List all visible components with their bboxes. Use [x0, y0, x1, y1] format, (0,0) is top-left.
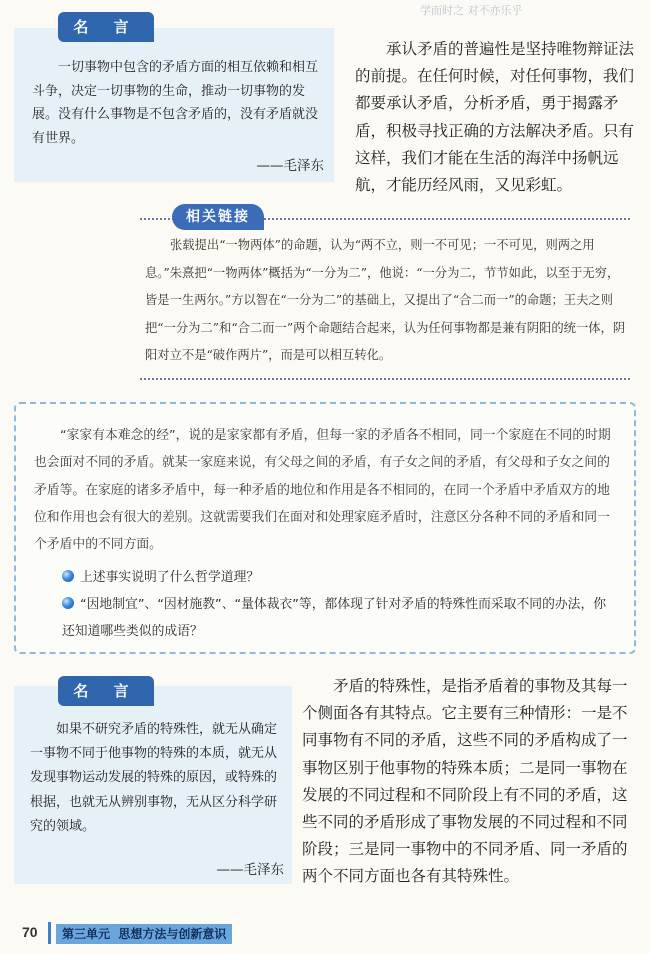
quote-author-bottom: ——毛泽东 [216, 862, 284, 878]
question-2 [62, 592, 618, 645]
quote-text-top: 一切事物中包含的矛盾方面的相互依赖和相互斗争，决定一切事物的生命，推动一切事物的发展。没有什么事物是不包含矛盾的，没有矛盾就没有世界。 [32, 60, 319, 146]
globe-bullet-icon [62, 597, 74, 609]
quote-text-bottom: 如果不研究矛盾的特殊性，就无从确定一事物不同于他事物的特殊的本质，就无从发现事物运动发展的特殊的原因，或特殊的根据，也就无从辨别事物，无从区分科学研究的领域。 [30, 722, 278, 834]
quote-tab-bottom: 名 言 [58, 676, 154, 706]
paragraph-particularity: 矛盾的特殊性，是指矛盾着的事物及其每一个侧面各有其特点。它主要有三种情形：一是不同事物有不同的矛盾，这些不同的矛盾构成了一事物区别于他事物的特殊本质；二是同一事物在发展的不同过程和不同阶段上有不同的矛盾，这些不同的矛盾形成了事物发展的不同过程和不同阶段；三是同一事物中的不同矛盾、同一矛盾的两个不同方面也各有其特殊性。 [302, 677, 628, 886]
paragraph-universality: 承认矛盾的普遍性是坚持唯物辩证法的前提。在任何时候，对任何事物，我们都要承认矛盾，分析矛盾，勇于揭露矛盾，积极寻找正确的方法解决矛盾。只有这样，我们才能在生活的海洋中扬帆远航，才能历经风雨，又见彩虹。 [355, 40, 635, 195]
footer-divider [48, 922, 51, 944]
globe-bullet-icon [62, 570, 74, 582]
quote-tab-top: 名 言 [58, 12, 154, 42]
links-text: 张载提出“一物两体”的命题，认为“两不立，则一不可见；一不可见，则两之用息。”朱熹把“一物两体”概括为“一分为二”，他说：“一分为二，节节如此，以至于无穷，皆是一生两尔。”方以智在“一分为二”的基础上，又提出了“合二而一”的命题；王夫之则把“一分为二”和“合二而一”两个命题结合起来，认为任何事物都是兼有阴阳的统一体，阴阳对立不是“破作两片”，而是可以相互转化。 [145, 238, 626, 362]
question-1 [62, 565, 618, 592]
question-2-text: “因地制宜”、“因材施教”、“量体裁衣”等，都体现了针对矛盾的特殊性而采取不同的办法，你还知道哪些类似的成语？ [62, 597, 607, 639]
links-tab: 相关链接 [172, 204, 264, 230]
footer-unit-title: 思想方法与创新意识 [118, 927, 227, 941]
case-text: “家家有本难念的经”，说的是家家都有矛盾，但每一家的矛盾各不相同，同一个家庭在不同的时期也会面对不同的矛盾。就某一家庭来说，有父母之间的矛盾，有子女之间的矛盾，有父母和子女之间的矛盾等。在家庭的诸多矛盾中，每一种矛盾的地位和作用是各不相同的，在同一个矛盾中矛盾双方的地位和作用也会有很大的差别。这就需要我们在面对和处理家庭矛盾时，注意区分各种不同的矛盾和同一个矛盾中的不同方面。 [34, 428, 611, 553]
footer-unit: 第三单元 [62, 927, 111, 941]
top-fragment: 学而时之 对不亦乐乎 [420, 4, 523, 17]
links-bottom-divider [140, 378, 630, 380]
footer-unit-label [56, 924, 232, 944]
question-1-text: 上述事实说明了什么哲学道理？ [80, 570, 260, 585]
page-number: 70 [22, 924, 38, 940]
quote-author-top: ——毛泽东 [256, 158, 324, 174]
